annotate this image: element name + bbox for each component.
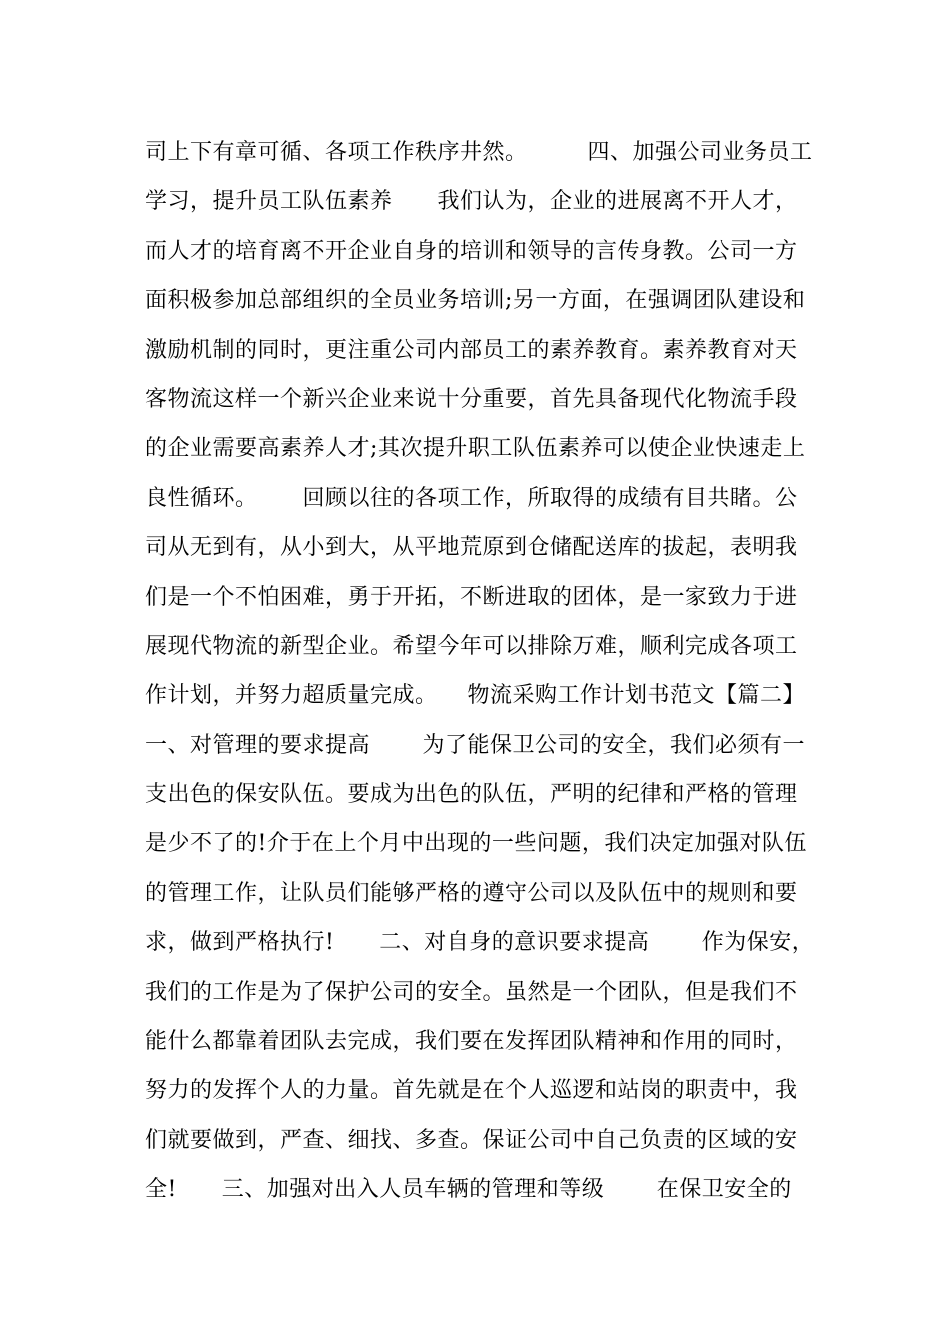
body-text: [145, 128, 825, 1215]
text-line: 而人才的培育离不开企业自身的培训和领导的言传身教。公司一方: [145, 238, 798, 264]
text-line: 司上下有章可循、各项工作秩序井然。 四、加强公司业务员工: [145, 140, 813, 165]
text-line: 作计划，并努力超质量完成。 物流采购工作计划书范文【篇二】: [145, 683, 805, 709]
text-line: 良性循环。 回顾以往的各项工作，所取得的成绩有目共睹。公: [145, 485, 798, 511]
text-line: 我们的工作是为了保护公司的安全。虽然是一个团队，但是我们不: [145, 979, 798, 1005]
text-line: 展现代物流的新型企业。希望今年可以排除万难，顺利完成各项工: [145, 633, 798, 659]
text-line: 们就要做到，严查、细找、多查。保证公司中自己负责的区域的安: [145, 1127, 798, 1153]
text-line: 求，做到严格执行! 二、对自身的意识要求提高 作为保安，: [145, 930, 815, 956]
text-line: 全! 三、加强对出入人员车辆的管理和等级 在保卫安全的: [145, 1177, 792, 1203]
text-line: 是少不了的!介于在上个月中出现的一些问题，我们决定加强对队伍: [145, 831, 807, 857]
text-line: 司从无到有，从小到大，从平地荒原到仓储配送库的拔起，表明我: [145, 535, 798, 561]
text-line: 学习，提升员工队伍素养 我们认为，企业的进展离不开人才，: [145, 189, 798, 215]
text-line: 能什么都靠着团队去完成，我们要在发挥团队精神和作用的同时，: [145, 1029, 798, 1055]
text-line: 们是一个不怕困难，勇于开拓，不断进取的团体，是一家致力于进: [145, 584, 798, 610]
text-line: 的管理工作，让队员们能够严格的遵守公司以及队伍中的规则和要: [145, 880, 798, 906]
text-line: 激励机制的同时，更注重公司内部员工的素养教育。素养教育对天: [145, 337, 798, 363]
text-line: 的企业需要高素养人才;其次提升职工队伍素养可以使企业快速走上: [145, 436, 806, 462]
text-line: 面积极参加总部组织的全员业务培训;另一方面，在强调团队建设和: [145, 288, 806, 314]
text-line: 客物流这样一个新兴企业来说十分重要，首先具备现代化物流手段: [145, 386, 798, 412]
text-line: 努力的发挥个人的力量。首先就是在个人巡逻和站岗的职责中，我: [145, 1078, 798, 1104]
text-line: 一、对管理的要求提高 为了能保卫公司的安全，我们必须有一: [145, 732, 805, 758]
text-line: 支出色的保安队伍。要成为出色的队伍，严明的纪律和严格的管理: [145, 782, 798, 808]
